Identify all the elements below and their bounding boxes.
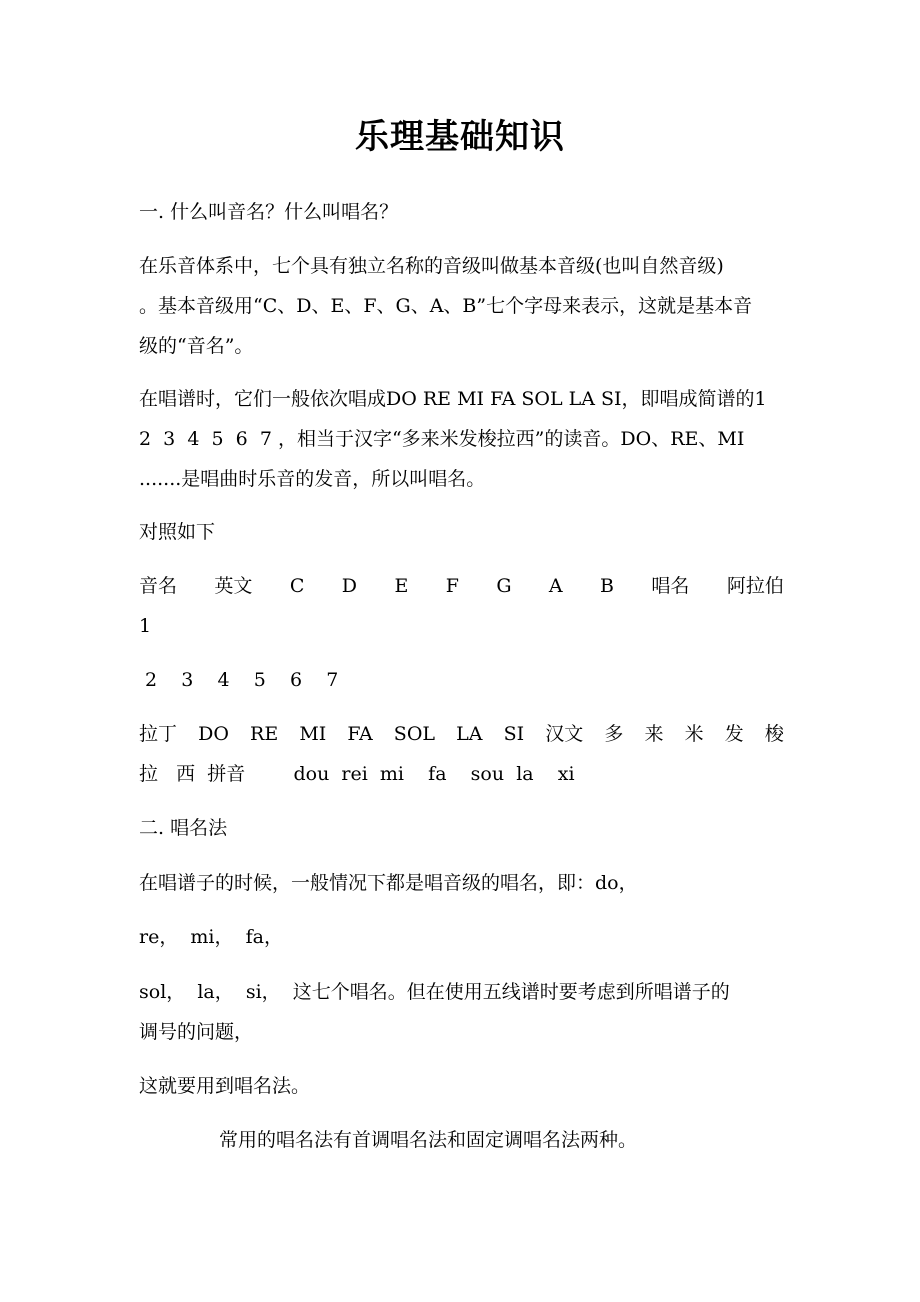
table-cell: 梭 bbox=[764, 723, 784, 745]
paragraph-line: 。基本音级用“C、D、E、F、G、A、B”七个字母来表示，这就是基本音 bbox=[139, 295, 753, 317]
table-cell: MI bbox=[299, 723, 327, 745]
paragraph-line: re， mi， fa， bbox=[139, 926, 283, 948]
section-heading-1: 一. 什么叫音名？什么叫唱名？ bbox=[139, 201, 399, 223]
paragraph-line: 常用的唱名法有首调唱名法和固定调唱名法两种。 bbox=[219, 1129, 638, 1151]
paragraph-line: .......是唱曲时乐音的发音，所以叫唱名。 bbox=[139, 468, 486, 490]
table-cell: RE bbox=[250, 723, 279, 745]
table-cell: E bbox=[394, 575, 409, 597]
comparison-row-numbers: 2 3 4 5 6 7 bbox=[139, 669, 339, 691]
table-cell: 多 bbox=[604, 723, 624, 745]
paragraph-line: 在乐音体系中，七个具有独立名称的音级叫做基本音级(也叫自然音级) bbox=[139, 255, 724, 277]
paragraph-line: 在唱谱子的时候，一般情况下都是唱音级的唱名，即：do， bbox=[139, 872, 638, 894]
table-cell: 米 bbox=[684, 723, 704, 745]
paragraph-line: 级的“音名”。 bbox=[139, 335, 254, 357]
table-cell: 发 bbox=[724, 723, 744, 745]
comparison-row-latin bbox=[139, 714, 784, 754]
paragraph-line: 这就要用到唱名法。 bbox=[139, 1075, 311, 1097]
table-cell: LA bbox=[456, 723, 483, 745]
table-cell: G bbox=[496, 575, 512, 597]
table-cell: A bbox=[548, 575, 563, 597]
paragraph-line: sol， la， si， 这七个唱名。但在使用五线谱时要考虑到所唱谱子的 bbox=[139, 981, 730, 1003]
table-cell: B bbox=[600, 575, 615, 597]
table-cell: SI bbox=[503, 723, 525, 745]
comparison-row-pinyin: 拉 西 拼音 dou rei mi fa sou la xi bbox=[139, 763, 575, 785]
table-cell: 音名 bbox=[139, 575, 178, 597]
paragraph-line: 1 bbox=[139, 615, 152, 637]
paragraph-line: 对照如下 bbox=[139, 521, 216, 543]
table-cell: SOL bbox=[393, 723, 436, 745]
table-cell: 唱名 bbox=[651, 575, 690, 597]
table-cell: 汉文 bbox=[545, 723, 584, 745]
table-cell: C bbox=[289, 575, 305, 597]
paragraph-line: 2 3 4 5 6 7 ，相当于汉字“多来米发梭拉西”的读音。DO、RE、MI bbox=[139, 428, 745, 450]
table-cell: F bbox=[445, 575, 459, 597]
section-heading-2: 二. 唱名法 bbox=[139, 817, 228, 839]
table-cell: DO bbox=[198, 723, 229, 745]
table-cell: 来 bbox=[644, 723, 664, 745]
paragraph-line: 在唱谱时，它们一般依次唱成DO RE MI FA SOL LA SI，即唱成简谱的1 bbox=[139, 388, 767, 410]
document-title: 乐理基础知识 bbox=[355, 117, 565, 157]
paragraph-line: 调号的问题， bbox=[139, 1021, 254, 1043]
table-cell: 拉丁 bbox=[139, 723, 178, 745]
table-cell: 英文 bbox=[214, 575, 253, 597]
comparison-row-note-names bbox=[139, 566, 784, 606]
table-cell: 阿拉伯 bbox=[726, 575, 784, 597]
table-cell: FA bbox=[347, 723, 373, 745]
table-cell: D bbox=[341, 575, 358, 597]
